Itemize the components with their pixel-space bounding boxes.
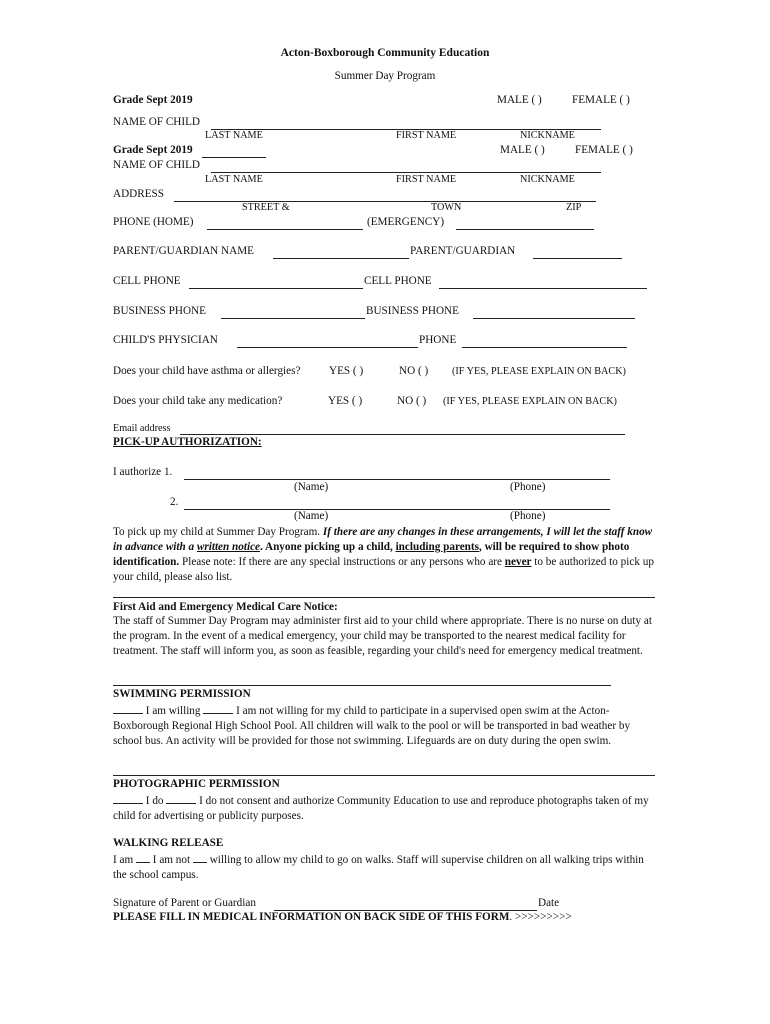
parent2-field[interactable] — [533, 258, 622, 259]
swimming-willing-blank[interactable] — [113, 703, 143, 714]
authorize-number-2: 2. — [170, 496, 179, 508]
physician-field[interactable] — [237, 347, 418, 348]
business-phone-field[interactable] — [221, 318, 365, 319]
pickup-paragraph: To pick up my child at Summer Day Program. If there are any changes in these arrangements, I will let the staff know in advance with a written notice. Anyone picking up a child, including parents, will be required to show photo identification. Please note: If there are any special instructions or any persons who are never to be authorized to pick up your child, please also list. — [113, 526, 654, 583]
authorize-label: I authorize 1. — [113, 466, 173, 478]
pickup-heading: PICK-UP AUTHORIZATION: — [113, 436, 262, 448]
asthma-question: Does your child have asthma or allergies? — [113, 365, 301, 377]
photo-heading: PHOTOGRAPHIC PERMISSION — [113, 778, 280, 790]
photo-do-not-blank[interactable] — [166, 793, 196, 804]
medication-no-checkbox[interactable]: NO ( ) — [397, 395, 427, 407]
business-phone-label: BUSINESS PHONE — [113, 305, 206, 317]
cell-phone-field-2[interactable] — [439, 288, 647, 289]
cell-phone-label-2: CELL PHONE — [364, 275, 432, 287]
swimming-heading: SWIMMING PERMISSION — [113, 688, 251, 700]
walking-text: I am I am not willing to allow my child to go on walks. Staff will supervise children on all walking trips within the school campus. — [113, 854, 644, 881]
email-field[interactable] — [180, 434, 625, 435]
street-caption: STREET & — [242, 202, 290, 213]
asthma-no-checkbox[interactable]: NO ( ) — [399, 365, 429, 377]
business-phone-field-2[interactable] — [473, 318, 635, 319]
authorize-field-2[interactable] — [184, 509, 610, 510]
child-name-label-2: NAME OF CHILD — [113, 159, 201, 171]
authorize-field-1[interactable] — [184, 479, 610, 480]
male-checkbox-2[interactable]: MALE ( ) — [500, 144, 545, 156]
cell-phone-label: CELL PHONE — [113, 275, 181, 287]
first-name-caption: FIRST NAME — [396, 130, 457, 141]
phone-caption-2: (Phone) — [510, 510, 546, 522]
photo-text: I do I do not consent and authorize Community Education to use and reproduce photographs taken of my child for advertising or publicity purposes. — [113, 795, 649, 822]
nickname-caption: NICKNAME — [520, 130, 575, 141]
medication-note: (IF YES, PLEASE EXPLAIN ON BACK) — [443, 396, 617, 407]
email-label: Email address — [113, 423, 171, 434]
name-caption-1: (Name) — [294, 481, 329, 493]
date-label: Date — [538, 897, 560, 909]
asthma-yes-checkbox[interactable]: YES ( ) — [329, 365, 364, 377]
nickname-caption-2: NICKNAME — [520, 174, 575, 185]
physician-phone-label: PHONE — [419, 334, 457, 346]
emergency-label: (EMERGENCY) — [367, 216, 445, 228]
document-title: Acton-Boxborough Community Education — [280, 47, 490, 59]
first-name-caption-2: FIRST NAME — [396, 174, 457, 185]
walking-am-not-blank[interactable] — [193, 852, 207, 863]
parent2-label: PARENT/GUARDIAN — [410, 245, 516, 257]
medical-info-notice: PLEASE FILL IN MEDICAL INFORMATION ON BACK SIDE OF THIS FORM. >>>>>>>>> — [113, 911, 572, 923]
last-name-caption: LAST NAME — [205, 130, 263, 141]
first-aid-text: The staff of Summer Day Program may administer first aid to your child where appropriate. There is no nurse on duty at the program. In the event of a medical emergency, your child may be transported to the nearest medical facility for treatment. The staff will inform you, as soon as feasible, regarding your child's need for emergency medical treatment. — [113, 615, 652, 657]
first-aid-heading: First Aid and Emergency Medical Care Notice: — [113, 601, 338, 613]
zip-caption: ZIP — [566, 202, 582, 213]
female-checkbox-2[interactable]: FEMALE ( ) — [575, 144, 633, 156]
phone-caption-1: (Phone) — [510, 481, 546, 493]
swimming-not-willing-blank[interactable] — [203, 703, 233, 714]
parent-name-label: PARENT/GUARDIAN NAME — [113, 245, 254, 257]
divider — [113, 597, 655, 598]
home-phone-label: PHONE (HOME) — [113, 216, 194, 228]
cell-phone-field[interactable] — [189, 288, 363, 289]
parent-name-field[interactable] — [273, 258, 409, 259]
emergency-field[interactable] — [456, 229, 594, 230]
business-phone-label-2: BUSINESS PHONE — [366, 305, 459, 317]
town-caption: TOWN — [431, 202, 462, 213]
grade-label-2: Grade Sept 2019 — [113, 144, 193, 156]
signature-label: Signature of Parent or Guardian — [113, 897, 256, 909]
child-name-label: NAME OF CHILD — [113, 116, 201, 128]
physician-label: CHILD'S PHYSICIAN — [113, 334, 218, 346]
male-checkbox[interactable]: MALE ( ) — [497, 94, 542, 106]
document-subtitle: Summer Day Program — [334, 70, 436, 82]
physician-phone-field[interactable] — [462, 347, 627, 348]
photo-do-blank[interactable] — [113, 793, 143, 804]
walking-am-blank[interactable] — [136, 852, 150, 863]
swimming-text: I am willing I am not willing for my child to participate in a supervised open swim at the Acton-Boxborough Regional High School Pool. All children will walk to the pool or will be transported in bad weather by school bus. An activity will be provided for those not swimming. Lifeguards are on duty during the open swim. — [113, 705, 631, 747]
address-field[interactable] — [174, 201, 596, 202]
address-label: ADDRESS — [113, 188, 164, 200]
medication-yes-checkbox[interactable]: YES ( ) — [328, 395, 363, 407]
name-caption-2: (Name) — [294, 510, 329, 522]
asthma-note: (IF YES, PLEASE EXPLAIN ON BACK) — [452, 366, 626, 377]
divider — [113, 775, 655, 776]
female-checkbox[interactable]: FEMALE ( ) — [572, 94, 630, 106]
home-phone-field[interactable] — [207, 229, 363, 230]
medication-question: Does your child take any medication? — [113, 395, 283, 407]
grade-label: Grade Sept 2019 — [113, 94, 193, 106]
last-name-caption-2: LAST NAME — [205, 174, 263, 185]
divider — [113, 685, 611, 686]
grade-field-2[interactable] — [202, 157, 266, 158]
child-name-field-2[interactable] — [211, 172, 601, 173]
walking-heading: WALKING RELEASE — [113, 837, 224, 849]
